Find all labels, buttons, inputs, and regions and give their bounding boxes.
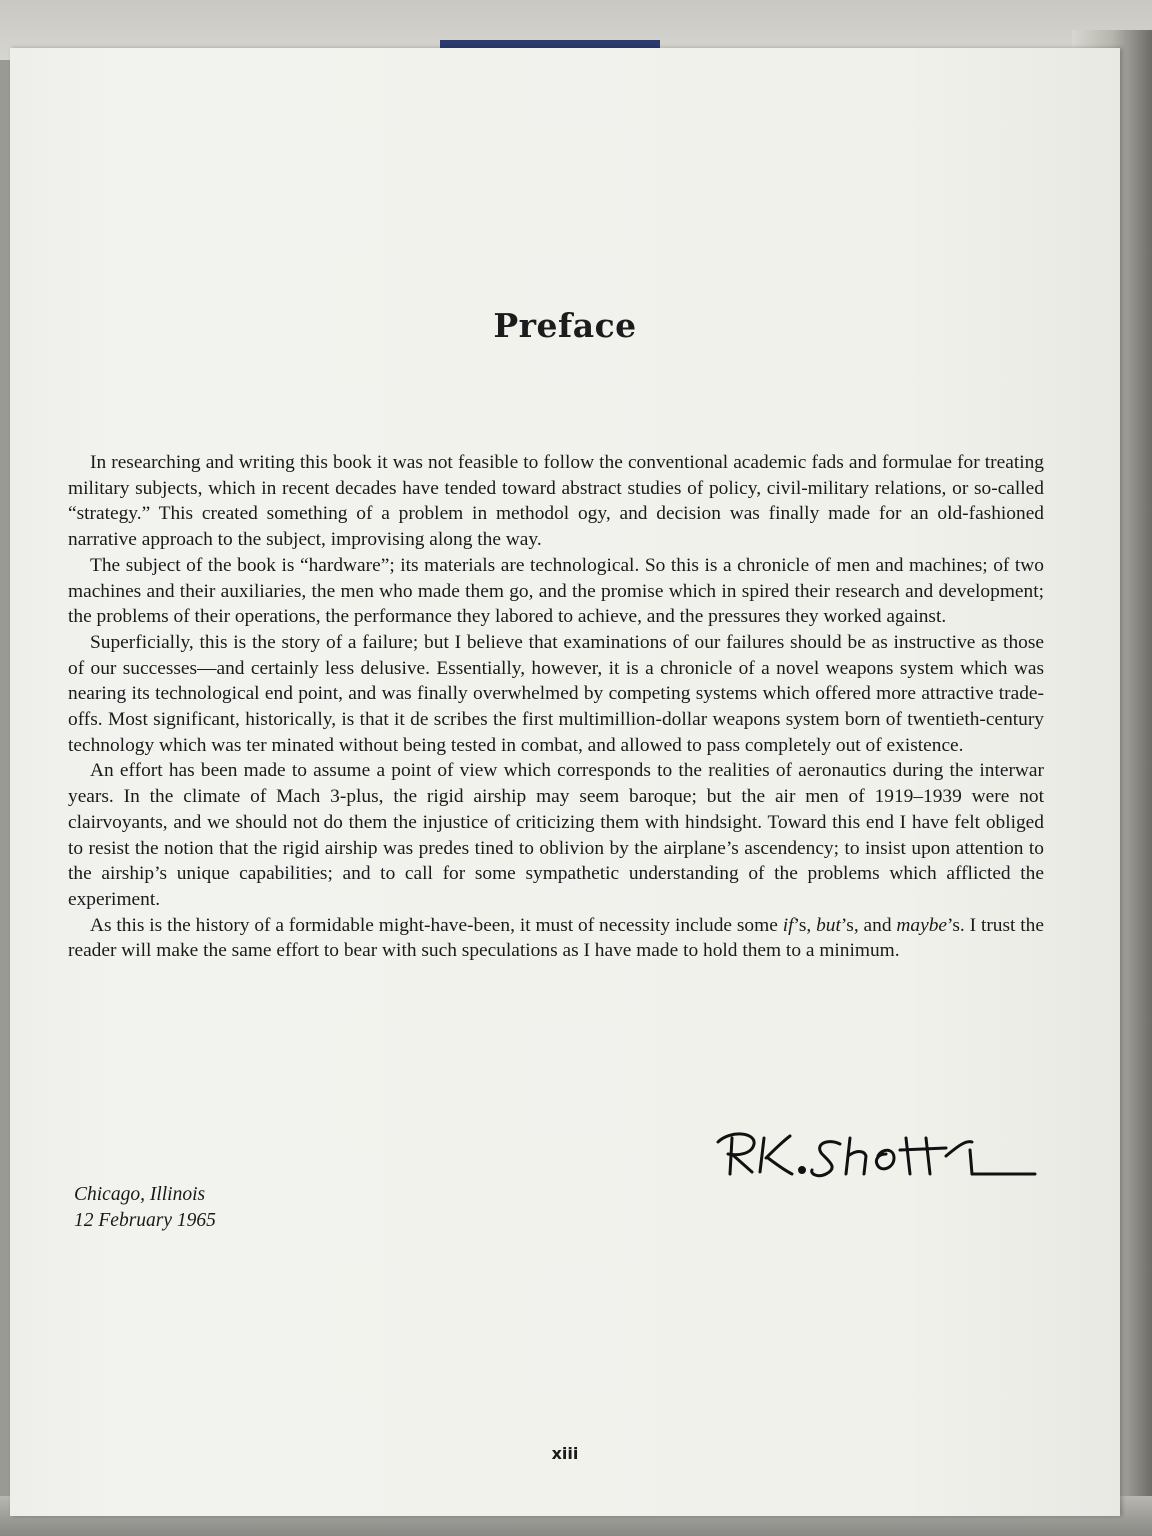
page-title: Preface [493, 306, 637, 345]
book-page [10, 48, 1120, 1516]
date-line: 12 February 1965 [74, 1210, 216, 1231]
preface-body [68, 450, 1044, 964]
paragraph-1: In researching and writing this book it was not feasible to follow the conventional academic fads and formulae for treating military subjects, which in recent decades have tended toward abstract studies of policy, civil-military relations, or so-called “strategy.” This created something of a problem in methodol ogy, and decision was finally made for an old-fashioned narrative approach to the subject, improvising along the way. [68, 452, 1044, 551]
buts-word: but [816, 914, 841, 936]
paragraph-5-text-c: ’s, and [840, 914, 897, 936]
author-signature [710, 1116, 1040, 1186]
paragraph-3: Superficially, this is the story of a failure; but I believe that examinations of our failures should be as instructive as those of our successes—and certainly less delusive. Essentially, however, it is a chronicle of a novel weapons system which was nearing its technological end point, and was finally overwhelmed by competing systems which offered more attractive trade-offs. Most significant, historically, is that it de scribes the first multimillion-dollar weapons system born of twentieth-century technology which was ter minated without being tested in combat, and allowed to pass completely out of existence. [68, 631, 1044, 756]
page-number: xiii [551, 1444, 579, 1463]
paragraph-5-text-b: ’s, [793, 914, 817, 936]
place-and-date [74, 1182, 216, 1234]
paragraph-5-text-d: ’s. I trust the reader will make the same effort to bear with such speculations as I have made to hold them to a minimum. [68, 914, 1044, 962]
ifs-word: if [782, 914, 794, 936]
paragraph-5-text-a: As this is the history of a formidable might-have-been, it must of necessity include some [90, 914, 783, 936]
place-line: Chicago, Illinois [74, 1184, 206, 1205]
paragraph-5 [68, 913, 1044, 964]
maybes-word: maybe [896, 914, 947, 936]
paragraph-4: An effort has been made to assume a point of view which corresponds to the realities of aeronautics during the interwar years. In the climate of Mach 3-plus, the rigid airship may seem baroque; but the air men of 1919–1939 were not clairvoyants, and we should not do them the injustice of criticizing them with hindsight. Toward this end I have felt obliged to resist the notion that the rigid airship was predes tined to oblivion by the airplane’s ascendency; to insist upon attention to the airship’s unique capabilities; and to call for some sympathetic understanding of the problems which afflicted the experiment. [68, 760, 1044, 910]
paragraph-2: The subject of the book is “hardware”; its materials are technological. So this is a chronicle of men and machines; of two machines and their auxiliaries, the men who made them go, and the promise which in spired their research and development; the problems of their operations, the performance they labored to achieve, and the pressures they worked against. [68, 554, 1044, 628]
